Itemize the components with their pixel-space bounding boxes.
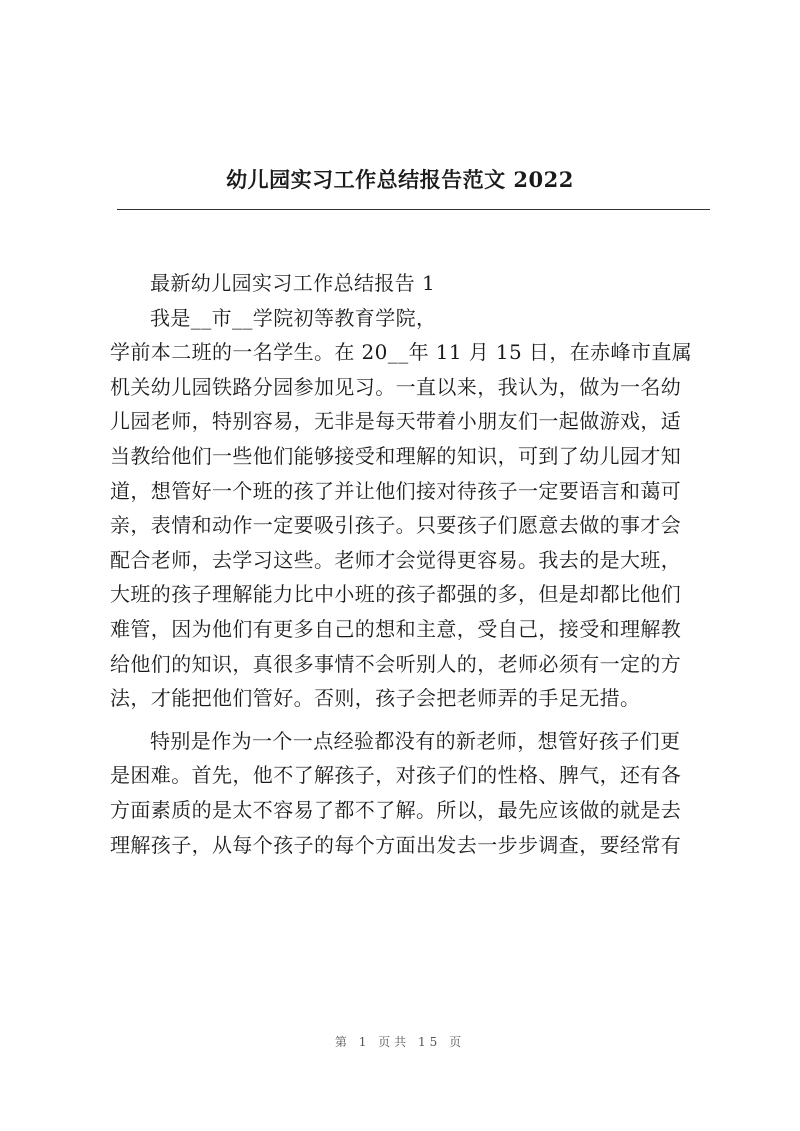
paragraph-line: 给他们的知识，真很多事情不会听别人的，老师必须有一定的方 [110, 651, 682, 676]
document-title: 幼儿园实习工作总结报告范文 2022 [226, 167, 574, 192]
paragraph-line: 理解孩子，从每个孩子的每个方面出发去一步步调查，要经常有 [110, 832, 682, 857]
paragraph-line: 学前本二班的一名学生。在 20__年 11 月 15 日，在赤峰市直属 [110, 340, 693, 365]
paragraph-spacer [110, 716, 710, 724]
paragraph-line: 方面素质的是太不容易了都不了解。所以，最先应该做的就是去 [110, 797, 682, 822]
paragraph-line: 特别是作为一个一点经验都没有的新老师，想管好孩子们更 [150, 728, 681, 753]
page-number-footer: 第 1 页共 15 页 [334, 1035, 466, 1049]
section-heading: 最新幼儿园实习工作总结报告 1 [150, 271, 436, 295]
paragraph-line: 道，想管好一个班的孩了并让他们接对待孩子一定要语言和蔼可 [110, 478, 682, 503]
paragraph-line: 大班的孩子理解能力比中小班的孩子都强的多，但是却都比他们 [110, 582, 682, 607]
paragraph-line: 难管，因为他们有更多自己的想和主意，受自己，接受和理解教 [110, 616, 682, 641]
paragraph-line: 我是__市__学院初等教育学院， [150, 305, 437, 330]
paragraph-line: 机关幼儿园铁路分园参加见习。一直以来，我认为，做为一名幼 [110, 374, 682, 399]
paragraph-line: 当教给他们一些他们能够接受和理解的知识，可到了幼儿园才知 [110, 443, 682, 468]
paragraph-line: 法，才能把他们管好。否则，孩子会把老师弄的手足无措。 [110, 686, 641, 711]
paragraph-line: 是困难。首先，他不了解孩子，对孩子们的性格、脾气，还有各 [110, 763, 682, 788]
document-body [110, 266, 710, 862]
title-divider [117, 209, 710, 210]
paragraph-line: 配合老师，去学习这些。老师才会觉得更容易。我去的是大班， [110, 547, 682, 572]
paragraph-line: 儿园老师，特别容易，无非是每天带着小朋友们一起做游戏，适 [110, 409, 682, 434]
paragraph-line: 亲，表情和动作一定要吸引孩子。只要孩子们愿意去做的事才会 [110, 513, 682, 538]
